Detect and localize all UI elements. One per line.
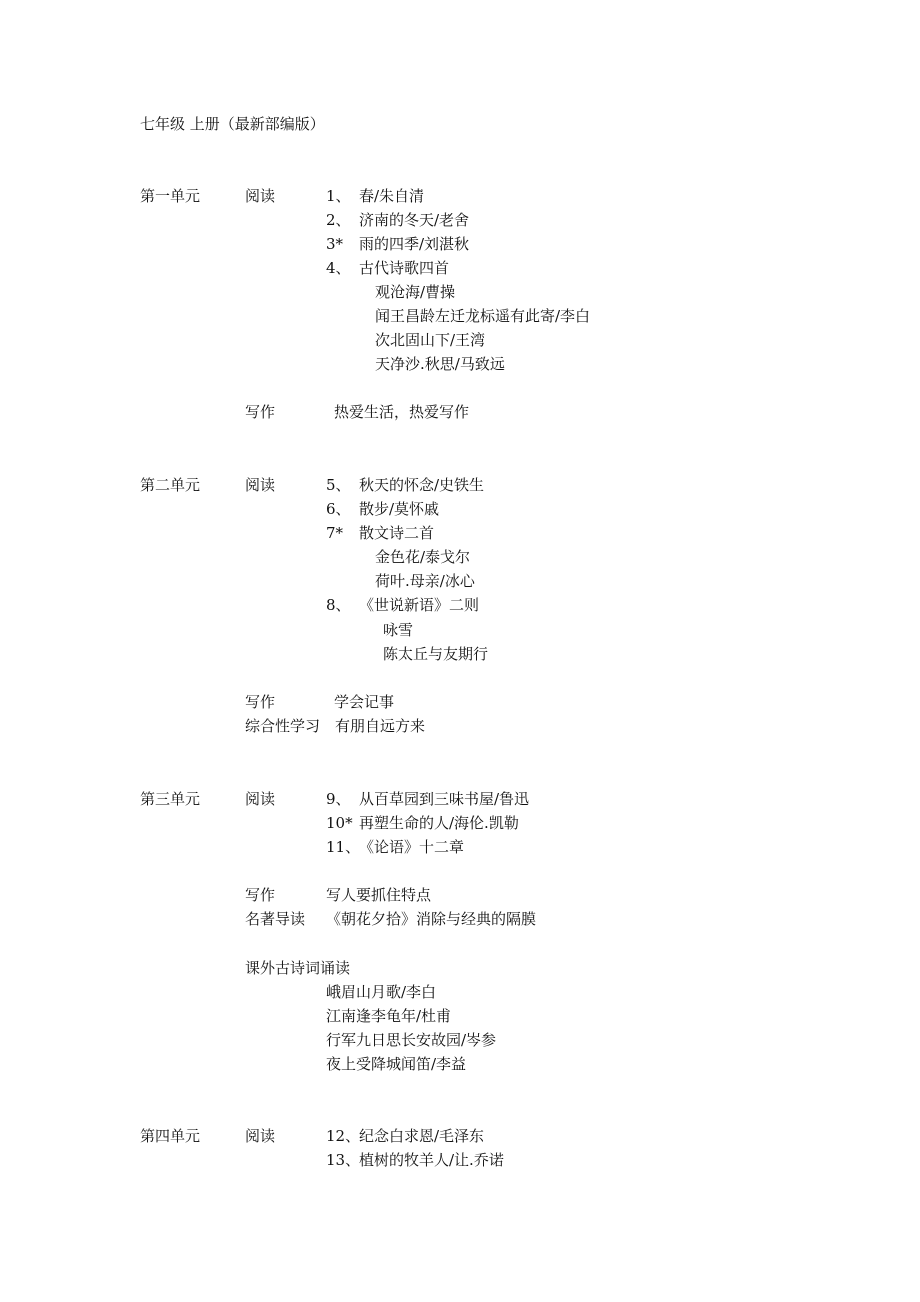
lesson-title: 再塑生命的人/海伦.凯勒 [359,814,519,832]
unit-1-reading-label: 阅读 [245,187,276,205]
lesson-number: 13、 [326,1151,361,1169]
lesson-number: 6、 [326,500,351,518]
lesson-number: 2、 [326,211,351,229]
unit-2-comprehensive-text: 有朋自远方来 [335,717,426,735]
lesson-title: 春/朱自清 [359,187,425,205]
lesson-number: 3* [326,235,344,253]
poem-subitem: 闻王昌龄左迁龙标遥有此寄/李白 [375,307,591,325]
lesson-title: 雨的四季/刘湛秋 [359,235,470,253]
unit-1-writing-text: 热爱生活，热爱写作 [334,403,470,421]
poem-subitem: 荷叶.母亲/冰心 [375,572,475,590]
lesson-number: 4、 [326,259,351,277]
document-title: 七年级 上册（最新部编版） [140,115,325,133]
unit-3-writing-label: 写作 [245,886,276,904]
unit-2-reading-label: 阅读 [245,476,276,494]
unit-4-label: 第四单元 [140,1127,201,1145]
lesson-title: 植树的牧羊人/让.乔诺 [359,1151,504,1169]
unit-2-label: 第二单元 [140,476,201,494]
lesson-title: 秋天的怀念/史铁生 [359,476,485,494]
lesson-number: 5、 [326,476,351,494]
poem-subitem: 次北固山下/王湾 [375,331,486,349]
poem-subitem: 江南逢李龟年/杜甫 [326,1007,452,1025]
lesson-number: 9、 [326,790,351,808]
unit-1-writing-label: 写作 [245,403,276,421]
lesson-number: 7* [326,524,344,542]
lesson-number: 8、 [326,596,351,614]
poem-subitem: 金色花/泰戈尔 [375,548,471,566]
unit-3-extra-reading-label: 课外古诗词诵读 [245,959,351,977]
lesson-number: 1、 [326,187,351,205]
unit-2-writing-label: 写作 [245,693,276,711]
unit-2-comprehensive-label: 综合性学习 [245,717,321,735]
unit-3-reading-label: 阅读 [245,790,276,808]
lesson-number: 12、 [326,1127,361,1145]
poem-subitem: 峨眉山月歌/李白 [326,983,437,1001]
poem-subitem: 夜上受降城闻笛/李益 [326,1055,467,1073]
lesson-title: 散文诗二首 [359,524,435,542]
poem-subitem: 观沧海/曹操 [375,283,456,301]
poem-subitem: 行军九日思长安故园/岑参 [326,1031,497,1049]
lesson-title: 古代诗歌四首 [359,259,450,277]
lesson-title: 纪念白求恩/毛泽东 [359,1127,485,1145]
unit-3-writing-text: 写人要抓住特点 [326,886,432,904]
lesson-number: 10* [326,814,353,832]
lesson-number: 11、 [326,838,361,856]
unit-1-label: 第一单元 [140,187,201,205]
lesson-title: 从百草园到三味书屋/鲁迅 [359,790,530,808]
lesson-title: 《论语》十二章 [359,838,465,856]
unit-3-classics-label: 名著导读 [245,910,306,928]
unit-4-reading-label: 阅读 [245,1127,276,1145]
unit-3-classics-text: 《朝花夕拾》消除与经典的隔膜 [326,910,537,928]
unit-3-label: 第三单元 [140,790,201,808]
poem-subitem: 咏雪 [383,621,414,639]
lesson-title: 《世说新语》二则 [359,596,480,614]
unit-2-writing-text: 学会记事 [334,693,395,711]
lesson-title: 济南的冬天/老舍 [359,211,470,229]
poem-subitem: 天净沙.秋思/马致远 [375,355,505,373]
poem-subitem: 陈太丘与友期行 [383,645,489,663]
lesson-title: 散步/莫怀戚 [359,500,440,518]
